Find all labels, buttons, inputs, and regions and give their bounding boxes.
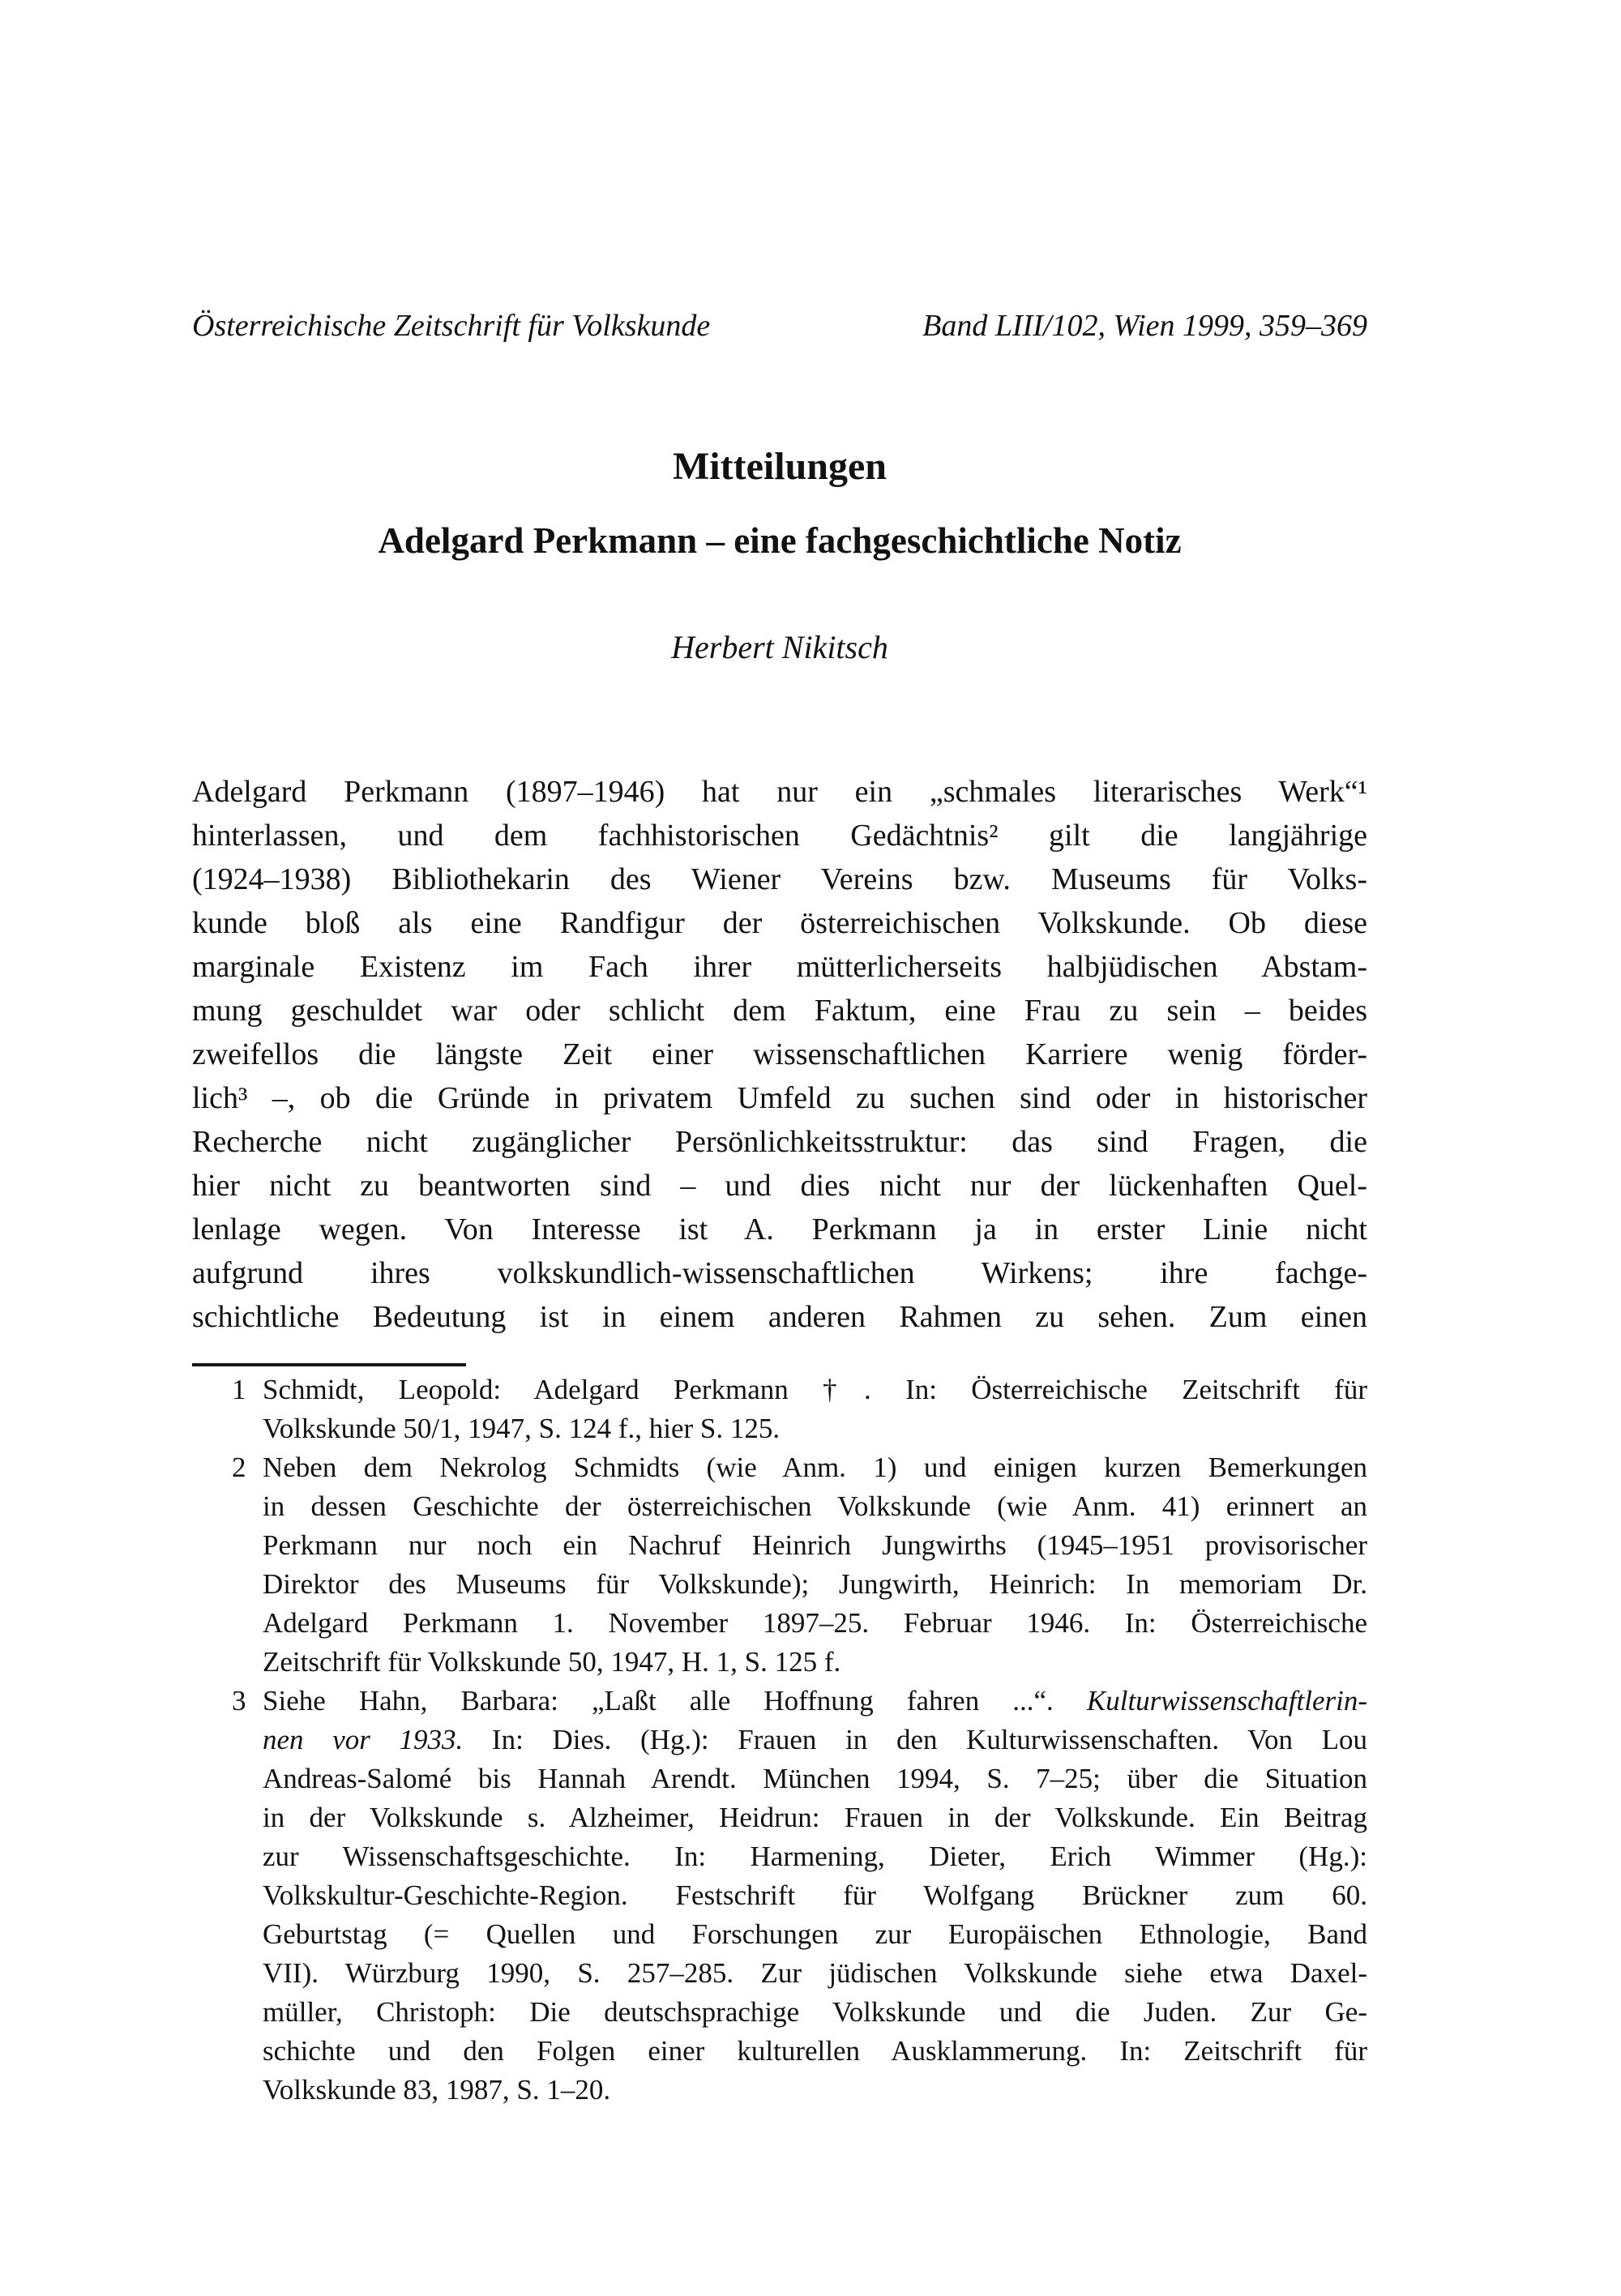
footnote-line: Neben dem Nekrolog Schmidts (wie Anm. 1) und einigen kurzen Bemerkungen [263, 1452, 1367, 1483]
footnote-2 [192, 1448, 1367, 1682]
footnote-line: Direktor des Museums für Volkskunde); Jungwirth, Heinrich: In memoriam Dr. [263, 1568, 1367, 1600]
body-line: lenlage wegen. Von Interesse ist A. Perkmann ja in erster Linie nicht [192, 1212, 1367, 1246]
italic-title-segment: nen vor 1933. [263, 1724, 464, 1755]
footnote-number: 1 [232, 1374, 246, 1405]
footnote-line: schichte und den Folgen einer kulturellen Ausklammerung. In: Zeitschrift für [263, 2035, 1367, 2067]
footnote-line [263, 1682, 1367, 1721]
body-line: mung geschuldet war oder schlicht dem Faktum, eine Frau zu sein – beides [192, 994, 1367, 1028]
author-name: Herbert Nikitsch [671, 629, 888, 665]
volume-info: Band LIII/102, Wien 1999, 359–369 [922, 309, 1367, 343]
body-line: (1924–1938) Bibliothekarin des Wiener Vereins bzw. Museums für Volks- [192, 862, 1367, 896]
body-line: Adelgard Perkmann (1897–1946) hat nur ein „schmales literarisches Werk“¹ [192, 775, 1367, 809]
body-line: hier nicht zu beantworten sind – und dies nicht nur der lückenhaften Quel- [192, 1169, 1367, 1203]
body-paragraph [192, 770, 1367, 1339]
footnote-line: müller, Christoph: Die deutschsprachige Volkskunde und die Juden. Zur Ge- [263, 1996, 1367, 2028]
body-line: Recherche nicht zugänglicher Persönlichkeitsstruktur: das sind Fragen, die [192, 1125, 1367, 1159]
footnote-line: zur Wissenschaftsgeschichte. In: Harmening, Dieter, Erich Wimmer (Hg.): [263, 1841, 1367, 1872]
body-line: marginale Existenz im Fach ihrer mütterlicherseits halbjüdischen Abstam- [192, 950, 1367, 984]
footnote-line: Volkskultur-Geschichte-Region. Festschrift für Wolfgang Brückner zum 60. [263, 1879, 1367, 1911]
article-title: Adelgard Perkmann – eine fachgeschichtliche Notiz [378, 520, 1182, 561]
body-line: aufgrund ihres volkskundlich-wissenschaftlichen Wirkens; ihre fachge- [192, 1256, 1367, 1290]
footnote-line: Adelgard Perkmann 1. November 1897–25. Februar 1946. In: Österreichische [263, 1607, 1367, 1639]
body-line: schichtliche Bedeutung ist in einem anderen Rahmen zu sehen. Zum einen [192, 1300, 1367, 1334]
footnote-line: in der Volkskunde s. Alzheimer, Heidrun: Frauen in der Volkskunde. Ein Beitrag [263, 1802, 1367, 1833]
body-line: zweifellos die längste Zeit einer wissenschaftlichen Karriere wenig förder- [192, 1037, 1367, 1071]
body-line: lich³ –, ob die Gründe in privatem Umfeld zu suchen sind oder in historischer [192, 1081, 1367, 1115]
footnote-3 [192, 1682, 1367, 2110]
footnote-number: 3 [232, 1685, 246, 1717]
footnote-line: Volkskunde 83, 1987, S. 1–20. [263, 2074, 611, 2106]
footnote-line: Andreas-Salomé bis Hannah Arendt. München 1994, S. 7–25; über die Situation [263, 1763, 1367, 1794]
footnote-line: Schmidt, Leopold: Adelgard Perkmann †. In: Österreichische Zeitschrift für [263, 1374, 1367, 1405]
italic-title-segment: Kulturwissenschaftlerin- [1086, 1685, 1367, 1717]
footnote-line: Geburtstag (= Quellen und Forschungen zur Europäischen Ethnologie, Band [263, 1918, 1367, 1950]
footnote-separator [192, 1363, 466, 1366]
footnotes [192, 1370, 1367, 2110]
running-head [192, 308, 1367, 344]
footnote-line: in dessen Geschichte der österreichischen Volkskunde (wie Anm. 41) erinnert an [263, 1490, 1367, 1522]
footnote-line: VII). Würzburg 1990, S. 257–285. Zur jüdischen Volkskunde siehe etwa Daxel- [263, 1957, 1367, 1989]
body-line: hinterlassen, und dem fachhistorischen Gedächtnis² gilt die langjährige [192, 819, 1367, 853]
body-line: kunde bloß als eine Randfigur der österreichischen Volkskunde. Ob diese [192, 906, 1367, 940]
footnote-text-segment: Siehe Hahn, Barbara: „Laßt alle Hoffnung fahren ...“. [263, 1685, 1087, 1717]
footnote-line: Perkmann nur noch ein Nachruf Heinrich Jungwirths (1945–1951 provisorischer [263, 1529, 1367, 1561]
footnote-line: Zeitschrift für Volkskunde 50, 1947, H. 1, S. 125 f. [263, 1646, 841, 1678]
footnote-line [263, 1721, 1367, 1759]
footnote-1 [192, 1370, 1367, 1448]
journal-name: Österreichische Zeitschrift für Volkskunde [192, 309, 711, 343]
footnote-text-segment: In: Dies. (Hg.): Frauen in den Kulturwissenschaften. Von Lou [463, 1724, 1367, 1755]
footnote-line: Volkskunde 50/1, 1947, S. 124 f., hier S. 125. [263, 1413, 781, 1444]
section-title: Mitteilungen [673, 445, 887, 488]
footnote-number: 2 [232, 1452, 246, 1483]
